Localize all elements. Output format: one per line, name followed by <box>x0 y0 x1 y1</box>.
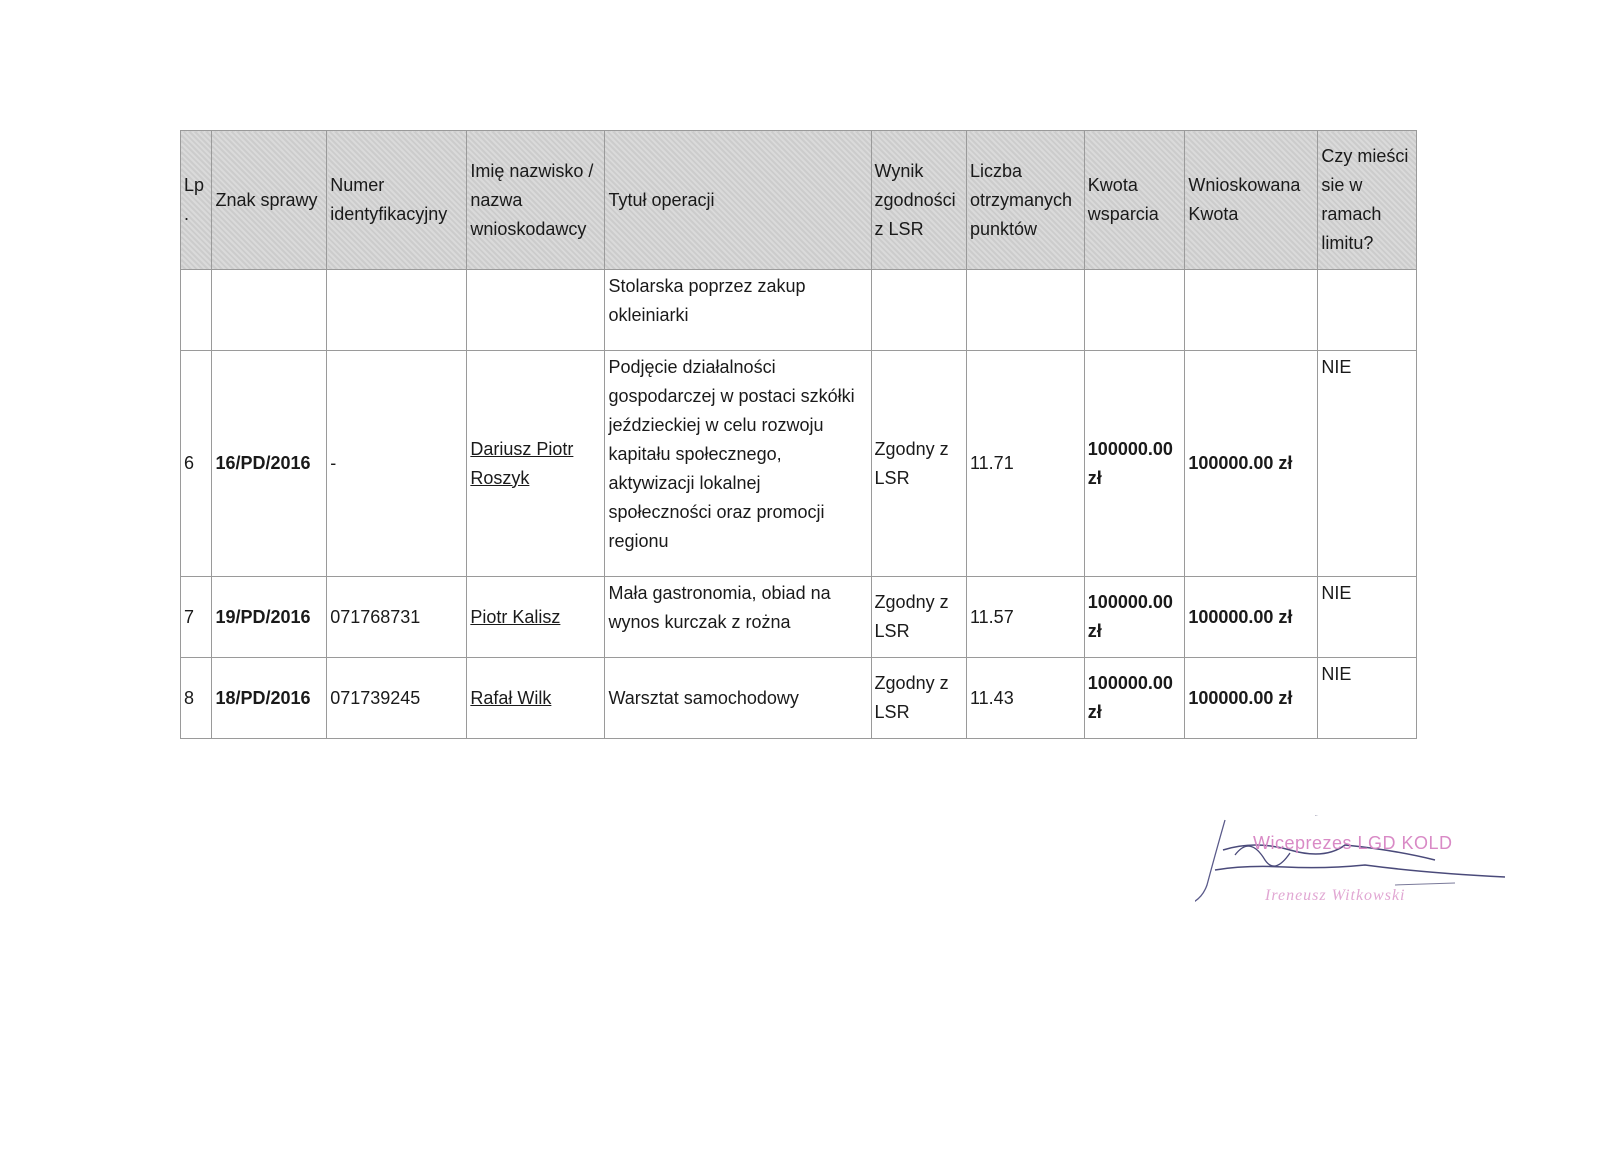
header-liczba-punktow: Liczba otrzymanych punktów <box>967 131 1085 270</box>
cell-znak-sprawy: 18/PD/2016 <box>212 658 327 739</box>
table-row <box>181 577 1417 658</box>
table-cell <box>967 270 1085 351</box>
table-row <box>181 351 1417 577</box>
cell-kwota: 100000.00 zł <box>1084 351 1185 577</box>
cell-limit: NIE <box>1318 658 1417 739</box>
header-limit: Czy mieści sie w ramach limitu? <box>1318 131 1417 270</box>
results-table <box>180 130 1417 739</box>
table-cell <box>467 270 605 351</box>
cell-wnioskodawca <box>467 658 605 739</box>
cell-limit: NIE <box>1318 351 1417 577</box>
signature-stamp <box>1195 815 1535 925</box>
cell-wnioskowana: 100000.00 zł <box>1185 577 1318 658</box>
table-cell <box>1185 270 1318 351</box>
cell-tytul-continuation: Stolarska poprzez zakup okleiniarki <box>605 270 871 351</box>
cell-wnioskowana: 100000.00 zł <box>1185 658 1318 739</box>
header-wnioskowana-kwota: Wnioskowana Kwota <box>1185 131 1318 270</box>
cell-wynik: Zgodny z LSR <box>871 577 966 658</box>
stamp-name: Ireneusz Witkowski <box>1265 887 1406 904</box>
table-cell <box>1318 270 1417 351</box>
cell-liczba: 11.57 <box>967 577 1085 658</box>
cell-kwota: 100000.00 zł <box>1084 658 1185 739</box>
cell-wynik: Zgodny z LSR <box>871 351 966 577</box>
cell-numer: 071739245 <box>327 658 467 739</box>
wnioskodawca-link[interactable]: Rafał Wilk <box>470 687 552 708</box>
cell-lp: 6 <box>181 351 212 577</box>
table-cell <box>871 270 966 351</box>
cell-limit: NIE <box>1318 577 1417 658</box>
header-tytul-operacji: Tytuł operacji <box>605 131 871 270</box>
cell-tytul: Warsztat samochodowy <box>605 658 871 739</box>
wnioskodawca-link[interactable]: Dariusz Piotr Roszyk <box>470 438 574 488</box>
cell-lp: 8 <box>181 658 212 739</box>
cell-wnioskodawca <box>467 351 605 577</box>
cell-znak-sprawy: 16/PD/2016 <box>212 351 327 577</box>
header-numer-identyfikacyjny: Numer identyfikacyjny <box>327 131 467 270</box>
cell-tytul: Podjęcie działalności gospodarczej w postaci szkółki jeździeckiej w celu rozwoju kapitału społecznego, aktywizacji lokalnej społeczności oraz promocji regionu <box>605 351 871 577</box>
cell-liczba: 11.71 <box>967 351 1085 577</box>
cell-tytul: Mała gastronomia, obiad na wynos kurczak z rożna <box>605 577 871 658</box>
cell-wnioskodawca <box>467 577 605 658</box>
cell-lp: 7 <box>181 577 212 658</box>
stamp-title: Wiceprezes LGD KOLD <box>1253 833 1453 853</box>
header-wynik-zgodnosci: Wynik zgodności z LSR <box>871 131 966 270</box>
header-kwota-wsparcia: Kwota wsparcia <box>1084 131 1185 270</box>
cell-liczba: 11.43 <box>967 658 1085 739</box>
table-row <box>181 270 1417 351</box>
table-cell <box>327 270 467 351</box>
wnioskodawca-link[interactable]: Piotr Kalisz <box>470 606 561 627</box>
cell-kwota: 100000.00 zł <box>1084 577 1185 658</box>
header-lp: Lp. <box>181 131 212 270</box>
table-cell <box>1084 270 1185 351</box>
header-row <box>181 131 1417 270</box>
table-row <box>181 658 1417 739</box>
cell-wnioskowana: 100000.00 zł <box>1185 351 1318 577</box>
table-cell <box>181 270 212 351</box>
cell-znak-sprawy: 19/PD/2016 <box>212 577 327 658</box>
header-znak-sprawy: Znak sprawy <box>212 131 327 270</box>
handwritten-signature <box>1195 815 1535 925</box>
cell-numer: 071768731 <box>327 577 467 658</box>
cell-wynik: Zgodny z LSR <box>871 658 966 739</box>
cell-numer: - <box>327 351 467 577</box>
header-wnioskodawca: Imię nazwisko / nazwa wnioskodawcy <box>467 131 605 270</box>
table-cell <box>212 270 327 351</box>
